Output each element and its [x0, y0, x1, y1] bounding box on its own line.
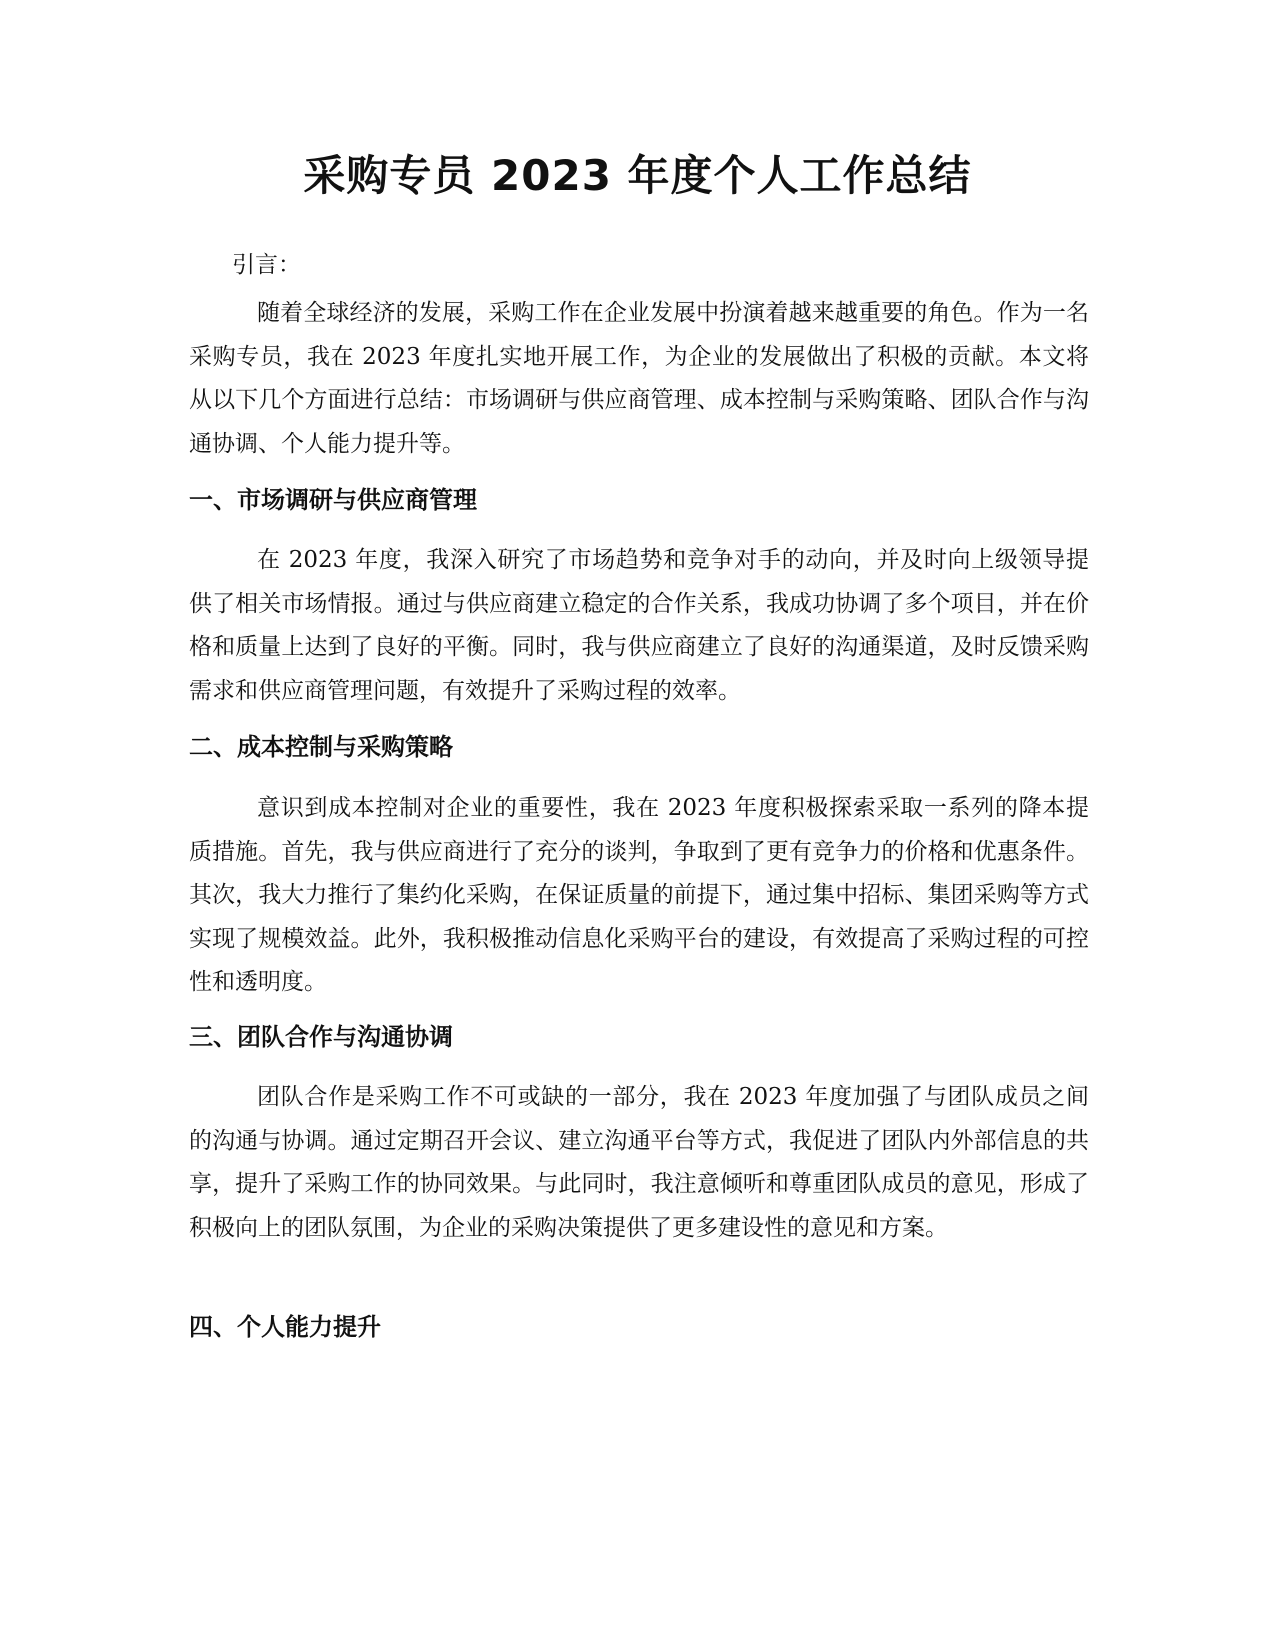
section-heading-market: 一、市场调研与供应商管理 — [189, 486, 477, 514]
intro-label: 引言： — [232, 252, 301, 278]
document-title: 采购专员 2023 年度个人工作总结 — [303, 151, 972, 200]
section-paragraph-market: 在 2023 年度，我深入研究了市场趋势和竞争对手的动向，并及时向上级领导提供了相关市场情报。通过与供应商建立稳定的合作关系，我成功协调了多个项目，并在价格和质量上达到了良好的平衡。同时，我与供应商建立了良好的沟通渠道，及时反馈采购需求和供应商管理问题，有效提升了采购过程的效率。 — [189, 547, 1089, 704]
section-heading-team: 三、团队合作与沟通协调 — [189, 1023, 453, 1051]
section-heading-cost: 二、成本控制与采购策略 — [189, 733, 453, 761]
section-paragraph-cost: 意识到成本控制对企业的重要性，我在 2023 年度积极探索采取一系列的降本提质措施。首先，我与供应商进行了充分的谈判，争取到了更有竞争力的价格和优惠条件。其次，我大力推行了集约化采购，在保证质量的前提下，通过集中招标、集团采购等方式实现了规模效益。此外，我积极推动信息化采购平台的建设，有效提高了采购过程的可控性和透明度。 — [189, 795, 1089, 995]
section-heading-skills: 四、个人能力提升 — [189, 1313, 381, 1341]
intro-paragraph: 随着全球经济的发展，采购工作在企业发展中扮演着越来越重要的角色。作为一名采购专员，我在 2023 年度扎实地开展工作，为企业的发展做出了积极的贡献。本文将从以下几个方面进行总结：市场调研与供应商管理、成本控制与采购策略、团队合作与沟通协调、个人能力提升等。 — [189, 300, 1089, 457]
section-paragraph-team: 团队合作是采购工作不可或缺的一部分，我在 2023 年度加强了与团队成员之间的沟通与协调。通过定期召开会议、建立沟通平台等方式，我促进了团队内外部信息的共享，提升了采购工作的协同效果。与此同时，我注意倾听和尊重团队成员的意见，形成了积极向上的团队氛围，为企业的采购决策提供了更多建设性的意见和方案。 — [189, 1084, 1089, 1241]
